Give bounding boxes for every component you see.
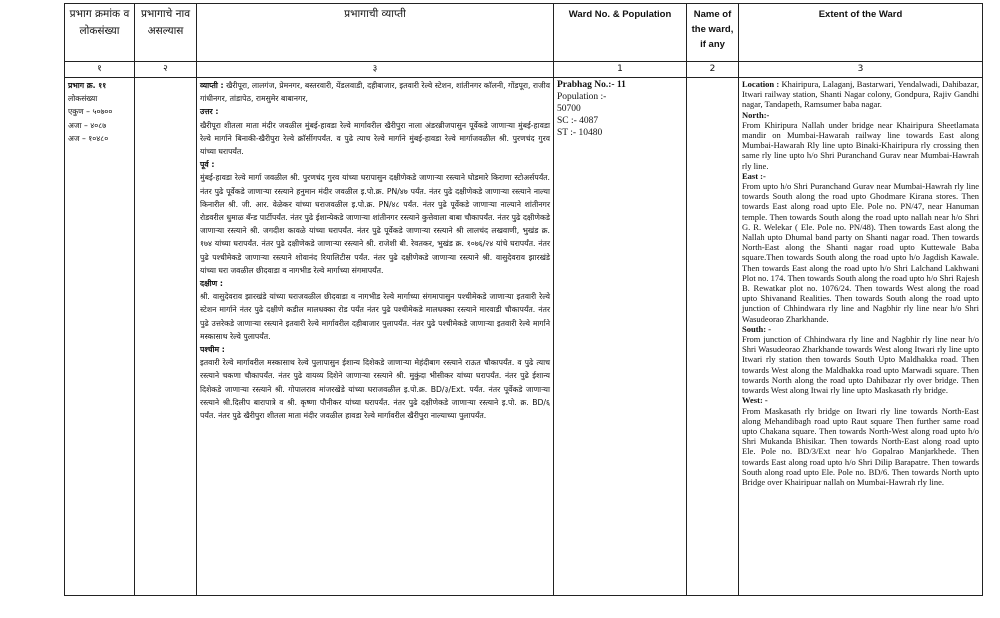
population-label-mr: लोकसंख्या	[68, 94, 98, 104]
west-label-en: West: -	[742, 395, 768, 406]
south-label-mr: दक्षीण :	[200, 279, 223, 289]
sc-population-mr: अजा – ४०८७	[68, 120, 107, 130]
ward-title-en: Prabhag No.:- 11	[557, 80, 626, 90]
population-label-en: Population :-	[557, 92, 607, 102]
north-text-mr: खैरीपूरा शीतला माता मंदीर जवळील मुंबई-हावडा रेल्वे मार्गावरील खैरीपुरा नाला अंडरब्रीजपासुन पूर्वेकडे जाणाऱ्या मुंबई-हावडा रेल्वे मार्गाने बिनाकी-खैरीपुरा रेल्वे क्रॉसींगपर्यंत. व पुढे त्याच रेल्वे मार्गाने मुंबई-हावडा रेल्वे मार्गाजवळील श्री. पुरणचंद गुरव यांच्या घरापर्यंत.	[200, 120, 550, 157]
header-extent-mr: प्रभागाची व्याप्ती	[197, 4, 554, 62]
location-text-mr: खैरीपूरा, लालगंज, प्रेमनगर, बस्तरवारी, येंडलवाडी, दहीबाजार, इतवारी रेल्वे स्टेशन, शांतीनगर कॉलनी, गोंडपूरा, राजीव गांधीनगर, तांडापेठ, रामसुमेर बाबानगर,	[200, 81, 550, 104]
column-number: ३	[197, 62, 554, 78]
east-text-en: From upto h/o Shri Puranchand Gurav near Mumbai-Hawrah rly line towards South along the road upto Ghodmare Kirana stores. Then towards East along road upto Ele. Pole no. PN/47, near Hanuman temple. Then towards South along the road upto nallah near h/o Shri G. R. Welekar ( Ele. Pole no. PN/48). Then towards East along the Nallah upto Dhumal band party on Shanti nagar road. Then towards North-East along the Shanti nagar road upto Kuttewale Baba square.Then towards South along the road upto h/o Jagdish Kawale. Then towards East along the road upto h/o Shri Lalchand Lakhwani Plot no. 174. Then towards South along the road upto h/o Shri Rajesh B. Rewatkar plot no. 1076/24. Then towards West along the road upto Shivanand Realities. Then towards South along the road upto junction of Chhindwara rly line and Nagbhir rly line near h/o Shri Wasudeorao Zharkhande.	[742, 181, 979, 324]
st-population-en: ST :- 10480	[557, 128, 603, 138]
south-text-en: From junction of Chhindwara rly line and Nagbhir rly line near h/o Shri Wasudeorao Zharkhande towards West along Itwari rly line upto Itwari rly station then towards South Upto Maldhakka road. Then towards West along the Maldhakka road upto Marwadi square. Then towards North along the road upto Dahibazar rly over bridge. Then towards West along Itwai rly line upto Maskasath rly bridge.	[742, 334, 979, 396]
header-ward-name-en: Name of the ward, if any	[687, 4, 739, 62]
south-label-en: South: -	[742, 323, 772, 334]
column-number-row	[65, 62, 983, 78]
column-number: 1	[554, 62, 687, 78]
header-ward-no-population-mr: प्रभाग क्रमांक व लोकसंख्या	[65, 4, 135, 62]
column-number: 2	[687, 62, 739, 78]
total-population-mr: एकुण – ५०७००	[68, 107, 113, 117]
ward-row	[65, 78, 983, 596]
north-label-mr: उत्तर :	[200, 107, 219, 117]
ward-info-en	[554, 78, 687, 596]
west-text-mr: इतवारी रेल्वे मार्गावरील मस्कासाथ रेल्वे पुलापासुन ईशान्य दिशेकडे जाणाऱ्या मेहंदीबाग रस्त्याने राऊत चौकापर्यंत. व पुढे त्याच रस्त्याने चकणा चौकापर्यंत. नंतर पुढे वायव्य दिशेने जाणाऱ्या रस्त्याने श्री. मुकुंदा भीसीकर यांच्या घरापर्यंत. नंतर पुढे ईशान्य दिशेकडे जाणाऱ्या रस्त्याने श्री. गोपालराव मांजरखेडे यांच्या घराजवळील इ.पो.क्र. BD/३/Ext. पर्यंत. नंतर पूर्वेकडे जाणाऱ्या रस्त्याने श्री.दिलीप बारापात्रे व श्री. कृष्णा पौनीकर यांच्या घरापर्यंत. नंतर पुढे दक्षीणेकडे जाणाऱ्या रस्त्याने इ.पो. क्र. BD/६ पर्यंत. नंतर पुढे खैरीपुरा शीतला माता मंदीर जवळील हावडा रेल्वे मार्गावरील खैरीपुरा नाल्याच्या पुलापर्यंत.	[200, 358, 550, 421]
east-label-en: East :-	[742, 170, 766, 181]
location-label-en: Location :	[742, 79, 780, 89]
south-text-mr: श्री. वासुदेवराव झारखंडे यांच्या घराजवळील छीदवाडा व नागभीड रेल्वे मार्गाच्या संगमापासुन पश्चीमेकडे जाणाऱ्या इतवारी रेल्वे स्टेशन मार्गाने नंतर पुढे दक्षीणे कडील मालधक्का रोड पर्यंत नंतर पुढे पश्चीमेकडे मालधक्का रस्त्याने मारवाडी चौकापर्यंत. नंतर पुढे उत्तरेकडे जाणाऱ्या रस्त्याने इतवारी रेल्वे मार्गावरील दहीबाजार पुलापर्यंत. नंतर पुढे पश्चीमेकडे जाणाऱ्या इतवारी रेल्वे मार्गाने मस्कासाथ रेल्वे पुलापर्यंत.	[200, 292, 550, 341]
ward-title-mr: प्रभाग क्र. ११	[68, 81, 107, 90]
column-number: १	[65, 62, 135, 78]
header-row	[65, 4, 983, 62]
header-ward-name-mr: प्रभागाचे नाव असल्यास	[135, 4, 197, 62]
west-label-mr: पश्चीम :	[200, 345, 225, 355]
header-extent-en: Extent of the Ward	[739, 4, 983, 62]
st-population-mr: अज – १०४८०	[68, 133, 109, 143]
ward-extent-en	[739, 78, 983, 596]
location-text-en: Khairipura, Lalaganj, Bastarwari, Yendalwadi, Dahibazar, Itwari railway station, Shanti Nagar colony, Gondpura, Rajiv Gandhi nagar, Tandapeth, Ramsumer baba nagar.	[742, 79, 979, 110]
north-label-en: North:-	[742, 109, 770, 120]
east-label-mr: पूर्व :	[200, 160, 215, 170]
ward-name-mr-cell	[135, 78, 197, 596]
ward-info-mr	[65, 78, 135, 596]
column-number: २	[135, 62, 197, 78]
ward-extent-table	[64, 3, 983, 596]
header-ward-no-population-en: Ward No. & Population	[554, 4, 687, 62]
east-text-mr: मुंबई-हावडा रेल्वे मार्गा जवळील श्री. पुरणचंद गुरव यांच्या घरापासुन दक्षीणेकडे जाणाऱ्या रस्त्याने घोडमारे किराणा स्टोअर्सपर्यंत. नंतर पुढे पूर्वेकडे जाणाऱ्या रस्त्याने हनुमान मंदीर जवळील इ.पो.क्र. PN/४७ पर्यंत. नंतर पुढे दक्षीणेकडे जाणाऱ्या रस्त्याने नाल्या किनारील श्री. जी. आर. वेळेकर यांच्या घराजवळील इ.पो.क्र. PN/४८ पर्यंत. नंतर पुढे पूर्वेकडे जाणाऱ्या नाल्याने शांतीनगर रोडवरील धुमाळ बँन्ड पार्टीपर्यंत. नंतर पुढे ईशान्येकडे जाणाऱ्या शांतीनगर रस्त्याने कुत्तेवाला बाबा चौकापर्यंत. नंतर पुढे दक्षीणेकडे जाणाऱ्या रस्त्याने श्री. जगदीश कावळे यांच्या घरापर्यंत. नंतर पुढे पूर्वेकडे जाणाऱ्या रस्त्याने श्री लालचंद लखवाणी, भुखंड क्र. १७४ यांच्या घरापर्यंत. नंतर पुढे दक्षीणेकडे जाणाऱ्या रस्त्याने श्री. राजेशी बी. रेवतकर, भुखंड क्र. १०७६/२४ यांचे घरापर्यंत. नंतर पुढे पश्चीमेकडे जाणाऱ्या रस्त्याने शोवानंद रियालिटीस पर्यंत. नंतर पुढे दक्षीणेकडे जाणाऱ्या रस्त्याने श्री. वासुदेवराव झारखंडे यांच्या घरा जवळील छीदवाडा व नागभीड रेल्वे मार्गाच्या संगमापर्यंत.	[200, 173, 550, 275]
population-value-en: 50700	[557, 104, 581, 114]
location-label-mr: व्याप्ती :	[200, 81, 224, 90]
sc-population-en: SC :- 4087	[557, 116, 599, 126]
ward-extent-mr	[197, 78, 554, 596]
ward-name-en-cell	[687, 78, 739, 596]
west-text-en: From Maskasath rly bridge on Itwari rly line towards North-East along Mehandibagh road upto Raut square Then further same road upto Chakana square. Then towards North-West along road upto h/o Shri Mukanda Bhisikar. Then towards North-East along road upto Ele. Pole no. BD/3/Ext near h/o Gopalrao Manjarkhede. Then towards East along road upto h/o Shri Dilip Barapatre. Then towards South along road upto Ele. Pole no. BD/6. Then towards North upto Bridge over Khairipuar nallah on Mumbai-Hawrah rly line.	[742, 405, 979, 487]
north-text-en: From Khiripura Nallah under bridge near Khairipura Sheetlamata mandir on Mumbai-Hawarah railway line towards East along Mumbai-Hawarah Rly line upto Binaki-Khairipura rly crossing then same rly line upto h/o Shri Puranchand Gurav near Mumbai-Hawrah rly line.	[742, 119, 979, 171]
column-number: 3	[739, 62, 983, 78]
